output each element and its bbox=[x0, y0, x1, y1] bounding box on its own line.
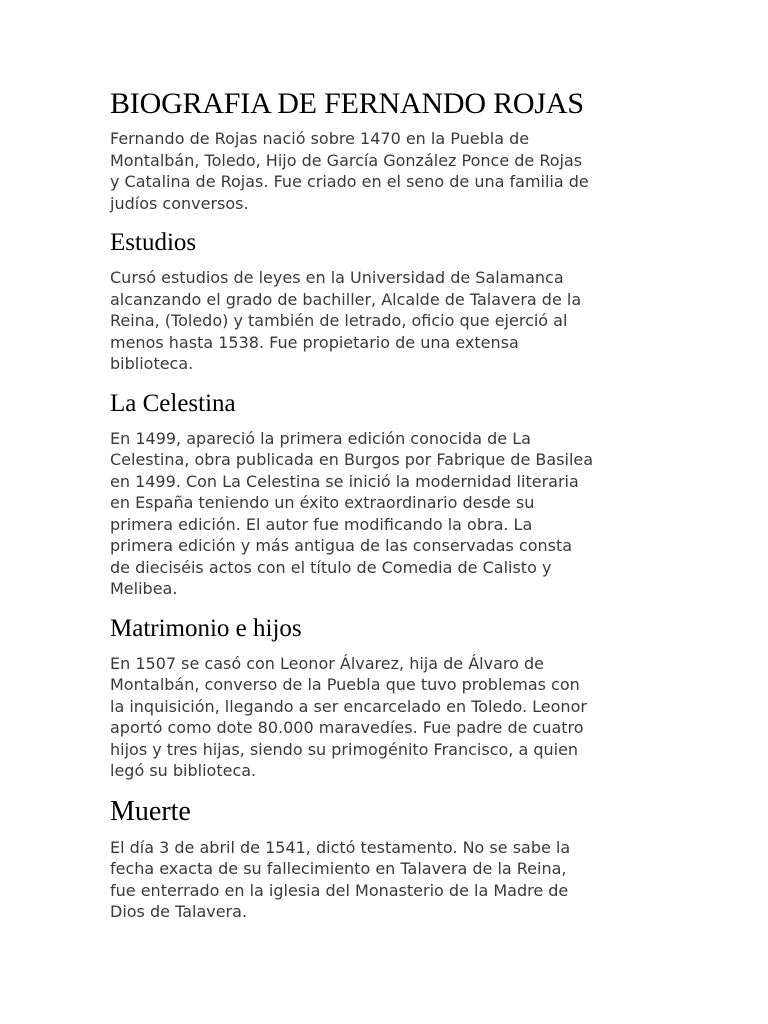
paragraph-line: legó su biblioteca. bbox=[110, 761, 257, 780]
section-heading-muerte: Muerte bbox=[110, 795, 191, 827]
paragraph-line: hijos y tres hijas, siendo su primogénito Francisco, a quien bbox=[110, 739, 579, 759]
paragraph-line: Celestina, obra publicada en Burgos por Fabrique de Basilea bbox=[110, 450, 594, 469]
paragraph-line: en España teniendo un éxito extraordinario desde su bbox=[110, 493, 535, 512]
paragraph-line: fecha exacta de su fallecimiento en Talavera de la Reina, bbox=[110, 859, 567, 878]
document-title: BIOGRAFIA DE FERNANDO ROJAS bbox=[110, 87, 584, 120]
section-paragraph-muerte bbox=[110, 837, 658, 923]
section-heading-estudios: Estudios bbox=[110, 229, 197, 256]
section-paragraph-la-celestina bbox=[110, 428, 658, 600]
paragraph-line: Fernando de Rojas nació sobre 1470 en la Puebla de bbox=[110, 129, 530, 148]
section-heading-la-celestina: La Celestina bbox=[110, 389, 236, 417]
paragraph-line: en 1499. Con La Celestina se inició la modernidad literaria bbox=[110, 471, 579, 491]
paragraph-line: judíos conversos. bbox=[110, 193, 249, 213]
section-heading-matrimonio-e-hijos: Matrimonio e hijos bbox=[110, 614, 302, 642]
paragraph-line: menos hasta 1538. Fue propietario de una extensa bbox=[110, 332, 519, 352]
paragraph-line: Montalbán, converso de la Puebla que tuvo problemas con bbox=[110, 675, 580, 694]
paragraph-line: Dios de Talavera. bbox=[110, 902, 248, 921]
paragraph-line: Reina, (Toledo) y también de letrado, oficio que ejerció al bbox=[110, 311, 568, 330]
paragraph-line: y Catalina de Rojas. Fue criado en el seno de una familia de bbox=[110, 172, 589, 191]
paragraph-line: fue enterrado en la iglesia del Monasterio de la Madre de bbox=[110, 880, 569, 900]
paragraph-line: Montalbán, Toledo, Hijo de García González Ponce de Rojas bbox=[110, 150, 583, 170]
paragraph-line: El día 3 de abril de 1541, dictó testamento. No se sabe la bbox=[110, 837, 571, 857]
paragraph-line: de dieciséis actos con el título de Comedia de Calisto y bbox=[110, 557, 552, 577]
intro-paragraph bbox=[110, 128, 658, 214]
paragraph-line: alcanzando el grado de bachiller, Alcalde de Talavera de la bbox=[110, 289, 582, 309]
paragraph-line: En 1507 se casó con Leonor Álvarez, hija de Álvaro de bbox=[110, 653, 544, 673]
paragraph-line: En 1499, apareció la primera edición conocida de La bbox=[110, 428, 531, 448]
paragraph-line: Melibea. bbox=[110, 579, 178, 598]
paragraph-line: primera edición y más antigua de las conservadas consta bbox=[110, 536, 573, 555]
paragraph-line: aportó como dote 80.000 maravedíes. Fue padre de cuatro bbox=[110, 718, 584, 737]
paragraph-line: biblioteca. bbox=[110, 354, 194, 373]
document-content bbox=[110, 86, 658, 923]
paragraph-line: Cursó estudios de leyes en la Universidad de Salamanca bbox=[110, 268, 564, 287]
section-paragraph-matrimonio-e-hijos bbox=[110, 653, 658, 782]
paragraph-line: la inquisición, llegando a ser encarcelado en Toledo. Leonor bbox=[110, 696, 587, 716]
section-paragraph-estudios bbox=[110, 267, 658, 375]
paragraph-line: primera edición. El autor fue modificando la obra. La bbox=[110, 514, 533, 534]
